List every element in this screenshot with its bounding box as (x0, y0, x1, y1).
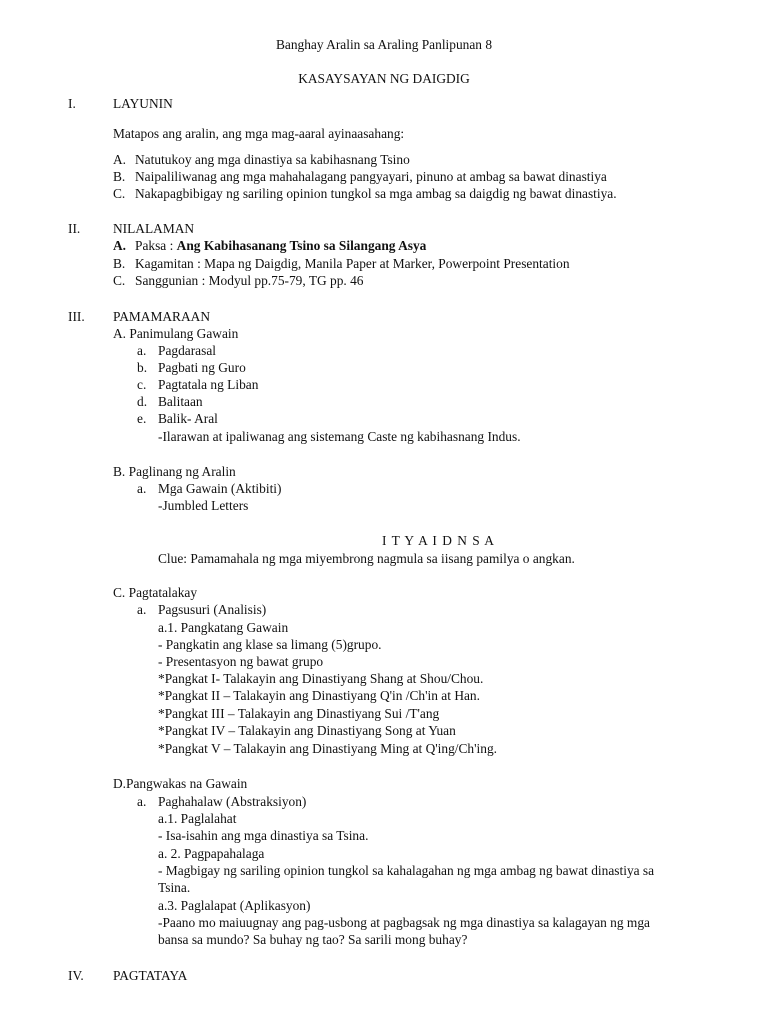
list-letter: e. (137, 411, 147, 426)
list-item: Pagdarasal (158, 343, 217, 358)
objective-item: Nakapagbibigay ng sariling opinion tungkol sa mga ambag sa daigdig ng bawat dinastiya. (135, 186, 617, 201)
document-title: Banghay Aralin sa Araling Panlipunan 8 (275, 37, 493, 52)
references-line: Sanggunian : Modyul pp.75-79, TG pp. 46 (135, 273, 364, 288)
topic-line (135, 238, 426, 254)
objective-item: Naipaliliwanag ang mga mahahalagang pangyayari, pinuno at ambag sa bawat dinastiya (135, 169, 607, 184)
closing-line: - Magbigay ng sariling opinion tungkol sa kahalagahan ng mga ambag ng bawat dinastiya sa (158, 863, 655, 878)
part-a-heading: A. Panimulang Gawain (113, 326, 239, 341)
topic-label: Paksa : (135, 238, 177, 253)
topic-title: Ang Kabihasanang Tsino sa Silangang Asya (176, 238, 427, 253)
list-letter: b. (137, 360, 148, 375)
materials-line: Kagamitan : Mapa ng Daigdig, Manila Paper at Marker, Powerpoint Presentation (135, 256, 570, 271)
discussion-line: *Pangkat I- Talakayin ang Dinastiyang Shang at Shou/Chou. (158, 671, 484, 686)
closing-line: Tsina. (158, 880, 191, 895)
list-letter: C. (113, 186, 126, 201)
section-2-heading: NILALAMAN (113, 221, 195, 236)
list-letter: C. (113, 273, 126, 288)
list-item: Paghahalaw (Abstraksiyon) (158, 794, 307, 809)
list-letter: B. (113, 169, 126, 184)
list-letter: a. (137, 343, 147, 358)
section-1-heading: LAYUNIN (113, 96, 173, 111)
closing-line: bansa sa mundo? Sa buhay ng tao? Sa sarili mong buhay? (158, 932, 468, 947)
review-note: -Ilarawan at ipaliwanag ang sistemang Caste ng kabihasnang Indus. (158, 429, 521, 444)
part-d-heading: D.Pangwakas na Gawain (113, 776, 248, 791)
section-2-numeral: II. (68, 221, 81, 236)
discussion-line: - Presentasyon ng bawat grupo (158, 654, 324, 669)
list-letter: a. (137, 794, 147, 809)
activity-sub: -Jumbled Letters (158, 498, 249, 513)
closing-line: -Paano mo maiuugnay ang pag-usbong at pagbagsak ng mga dinastiya sa kalagayan ng mga (158, 915, 650, 930)
part-b-heading: B. Paglinang ng Aralin (113, 464, 236, 479)
discussion-line: *Pangkat IV – Talakayin ang Dinastiyang Song at Yuan (158, 723, 456, 738)
section-1-intro: Matapos ang aralin, ang mga mag-aaral ayinaasahang: (113, 126, 405, 141)
list-letter: A. (113, 152, 127, 167)
list-letter: A. (113, 238, 127, 253)
section-4-heading: PAGTATAYA (113, 968, 188, 983)
discussion-line: *Pangkat V – Talakayin ang Dinastiyang Ming at Q'ing/Ch'ing. (158, 741, 497, 756)
objective-item: Natutukoy ang mga dinastiya sa kabihasnang Tsino (135, 152, 410, 167)
list-letter: a. (137, 602, 147, 617)
list-item: Pagbati ng Guro (158, 360, 246, 375)
section-1-numeral: I. (68, 96, 76, 111)
section-3-heading: PAMAMARAAN (113, 309, 210, 324)
jumbled-clue: Clue: Pamamahala ng mga miyembrong nagmula sa iisang pamilya o angkan. (158, 551, 575, 566)
closing-line: a.1. Paglalahat (158, 811, 237, 826)
list-item: Balik- Aral (158, 411, 218, 426)
list-item: Pagsusuri (Analisis) (158, 602, 267, 617)
section-3-numeral: III. (68, 309, 85, 324)
list-item: Pagtatala ng Liban (158, 377, 259, 392)
list-letter: a. (137, 481, 147, 496)
discussion-line: a.1. Pangkatang Gawain (158, 620, 289, 635)
part-c-heading: C. Pagtatalakay (113, 585, 198, 600)
document-subtitle: KASAYSAYAN NG DAIGDIG (298, 71, 470, 86)
closing-line: a. 2. Pagpapahalaga (158, 846, 265, 861)
list-letter: c. (137, 377, 147, 392)
discussion-line: - Pangkatin ang klase sa limang (5)grupo. (158, 637, 382, 652)
discussion-line: *Pangkat III – Talakayin ang Dinastiyang Sui /T'ang (158, 706, 440, 721)
list-letter: d. (137, 394, 148, 409)
jumbled-letters: I T Y A I D N S A (382, 533, 495, 548)
list-item: Balitaan (158, 394, 203, 409)
section-4-numeral: IV. (68, 968, 84, 983)
closing-line: - Isa-isahin ang mga dinastiya sa Tsina. (158, 828, 369, 843)
closing-line: a.3. Paglalapat (Aplikasyon) (158, 898, 311, 913)
list-letter: B. (113, 256, 126, 271)
list-item: Mga Gawain (Aktibiti) (158, 481, 282, 496)
discussion-line: *Pangkat II – Talakayin ang Dinastiyang Q'in /Ch'in at Han. (158, 688, 480, 703)
